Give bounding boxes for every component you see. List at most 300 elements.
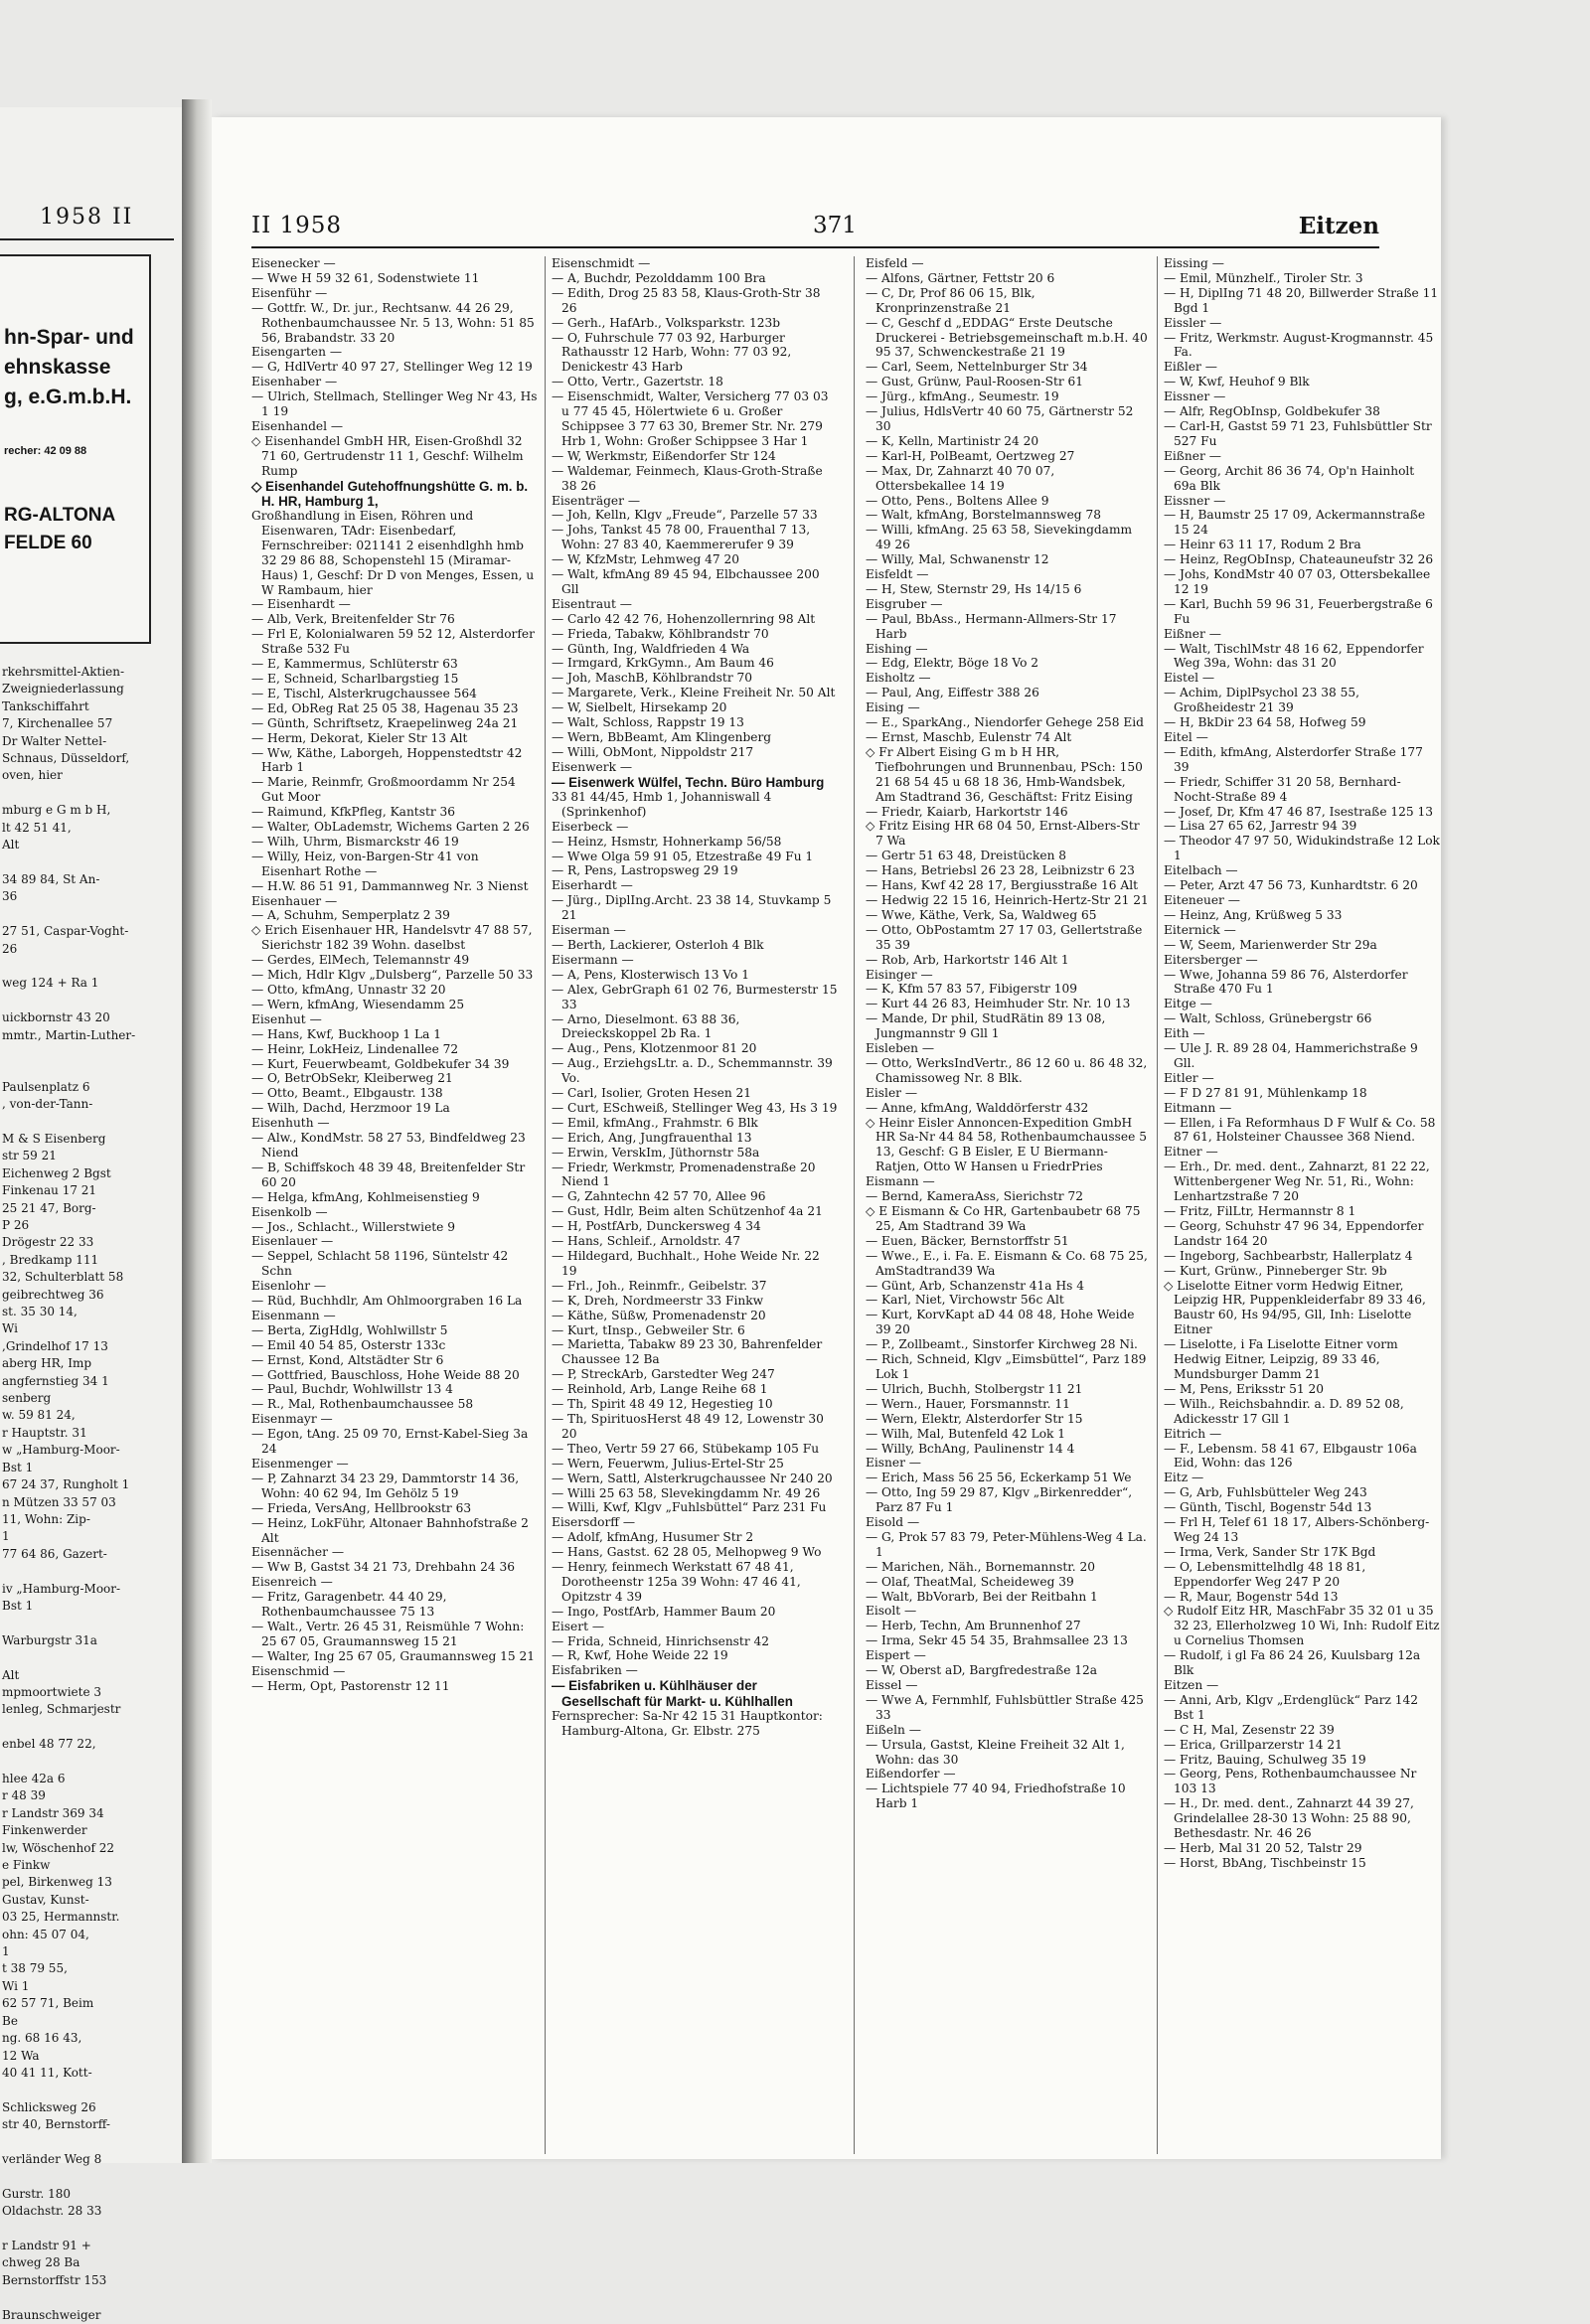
left-page-line <box>2 2082 179 2098</box>
directory-entry: Eissner — <box>1164 493 1226 508</box>
directory-entry: Eisenführ — <box>251 285 328 300</box>
directory-entry: — H, DiplIng 71 48 20, Billwerder Straße 11 Bgd 1 <box>1164 285 1439 315</box>
left-page-line <box>2 1719 179 1736</box>
directory-entry: — Waldemar, Feinmech, Klaus-Groth-Straße 38 26 <box>552 463 823 493</box>
left-page-line: Dr Walter Nettel- <box>2 733 107 748</box>
directory-entry: — Carl-H, Gastst 59 71 23, Fuhlsbüttler Str 527 Fu <box>1164 418 1432 448</box>
directory-entry: — R, Pens, Lastropsweg 29 19 <box>552 863 738 878</box>
directory-entry: — Carl, Isolier, Groten Hesen 21 <box>552 1086 752 1101</box>
directory-entry: — Theodor 47 97 50, Widukindstraße 12 Lok 1 <box>1164 834 1440 863</box>
directory-entry: — Heinz, LokFühr, Altonaer Bahnhofstraße 2 Alt <box>251 1515 529 1545</box>
directory-entry: ◇ Liselotte Eitner vorm Hedwig Eitner, Leipzig HR, Puppenkleiderfabr 89 33 46, Baustr 60, Hs 94/95, Gll, Inh: Liselotte Eitner <box>1164 1278 1426 1337</box>
directory-entry: — C H, Mal, Zesenstr 22 39 <box>1164 1722 1335 1737</box>
directory-entry: — Wern, BbBeamt, Am Klingenberg <box>552 730 772 744</box>
directory-entry: ◇ Fr Albert Eising G m b H HR, Tiefbohrungen und Brunnenbau, PSch: 150 21 68 54 45 u 68 18 36, Hmb-Wandsbek, Am Stadtrand 36, Geschäftst: Fritz Eising <box>866 744 1143 804</box>
directory-entry: Eisler — <box>866 1085 918 1100</box>
column-divider <box>854 256 855 2154</box>
left-page-line: Finkenwerder <box>2 1823 87 1838</box>
directory-entry: — Frl., Joh., Reinmfr., Geibelstr. 37 <box>552 1278 767 1293</box>
page-number: 371 <box>813 213 857 238</box>
directory-entry: Eisenmenger — <box>251 1457 349 1471</box>
left-page-line <box>2 958 179 975</box>
directory-entry: — Marichen, Näh., Bornemannstr. 20 <box>866 1559 1096 1574</box>
directory-entry: — Heinz, Ang, Krüßweg 5 33 <box>1164 907 1343 922</box>
directory-entry: Eistel — <box>1164 671 1215 686</box>
left-page-line: 40 41 11, Kott- <box>2 2065 92 2080</box>
directory-entry: — Walt., Vertr. 26 45 31, Reismühle 7 Wohn: 25 67 05, Graumannsweg 15 21 <box>251 1619 525 1648</box>
directory-entry: — Henry, feinmech Werkstatt 67 48 41, Dorotheenstr 125a 39 Wohn: 47 46 41, Opitzstr 4 39 <box>552 1560 801 1604</box>
left-page-line: weg 124 + Ra 1 <box>2 976 99 991</box>
directory-entry: — Paul, BbAss., Hermann-Allmers-Str 17 Harb <box>866 611 1117 641</box>
left-page-line: , Bredkamp 111 <box>2 1252 99 1267</box>
directory-entry: Eisfeldt — <box>866 567 929 582</box>
column-2 <box>552 256 838 2154</box>
directory-entry: — Josef, Dr, Kfm 47 46 87, Isestraße 125 13 <box>1164 804 1434 819</box>
directory-entry: — Margarete, Verk., Kleine Freiheit Nr. 50 Alt <box>552 686 836 700</box>
directory-entry: — P, StreckArb, Garstedter Weg 247 <box>552 1367 775 1382</box>
left-page-line <box>2 1044 179 1061</box>
left-page-text <box>2 664 179 2324</box>
directory-entry: Eisenreich — <box>251 1575 333 1590</box>
directory-entry: — C, Geschf d „EDDAG“ Erste Deutsche Druckerei - Betriebsgemeinschaft m.b.H. 40 95 37, Schwenckestraße 21 19 <box>866 315 1148 360</box>
left-page-line <box>2 1114 179 1131</box>
directory-entry: Eitge — <box>1164 997 1212 1011</box>
left-page-line <box>2 2168 179 2185</box>
directory-entry: — Willy, BchAng, Paulinenstr 14 4 <box>866 1441 1075 1456</box>
directory-entry: — Walter, ObLademstr, Wichems Garten 2 26 <box>251 820 530 835</box>
left-page-line: Schlicksweg 26 <box>2 2099 96 2114</box>
directory-entry: ◇ Erich Eisenhauer HR, Handelsvtr 47 88 57, Sierichstr 182 39 Wohn. daselbst <box>251 923 533 953</box>
left-page-line <box>2 1061 179 1078</box>
directory-entry: Eisenhauer — <box>251 893 338 908</box>
directory-entry: — Kurt, Feuerwbeamt, Goldbekufer 34 39 <box>251 1056 510 1071</box>
directory-entry: — Otto, Pens., Boltens Allee 9 <box>866 493 1049 508</box>
left-page-line: 34 89 84, St An- <box>2 871 100 886</box>
directory-entry: Eitel — <box>1164 730 1208 744</box>
left-page-line: ohn: 45 07 04, <box>2 1927 89 1941</box>
directory-entry: — M, Pens, Eriksstr 51 20 <box>1164 1381 1325 1396</box>
directory-entry: — Heinr, LokHeiz, Lindenallee 72 <box>251 1041 459 1056</box>
directory-entry: Eisermann — <box>552 952 634 967</box>
left-page-line: Be <box>2 2013 18 2028</box>
left-page-line: mburg e G m b H, <box>2 803 111 818</box>
left-page-line: Tankschiffahrt <box>2 698 89 713</box>
directory-entry: — Ulrich, Stellmach, Stellinger Weg Nr 43, Hs 1 19 <box>251 389 538 419</box>
directory-entry: — Otto, ObPostamtm 27 17 03, Gellertstraße 35 39 <box>866 922 1143 952</box>
ad-line: recher: 42 09 88 <box>4 445 87 457</box>
directory-entry: — Eisenschmidt, Walter, Versicherg 77 03 03 u 77 45 45, Hölertwiete 6 u. Großer Schippsee 3 77 63 30, Bremer Str. Nr. 279 Hrb 1, Wohn: Großer Schippsee 3 Har 1 <box>552 389 829 448</box>
directory-entry: — W, Seem, Marienwerder Str 29a <box>1164 937 1377 952</box>
directory-entry: — Walt, TischlMstr 48 16 62, Eppendorfer Weg 39a, Wohn: das 31 20 <box>1164 641 1424 671</box>
directory-entry: — Jürg., kfmAng., Seumestr. 19 <box>866 389 1059 404</box>
directory-entry: Eith — <box>1164 1026 1205 1041</box>
directory-entry: — K, Dreh, Nordmeerstr 33 Finkw <box>552 1293 764 1308</box>
directory-entry: — Wwe, Johanna 59 86 76, Alsterdorfer Straße 470 Fu 1 <box>1164 967 1408 997</box>
directory-entry: — Arno, Dieselmont. 63 88 36, Dreieckskoppel 2b Ra. 1 <box>552 1011 740 1041</box>
directory-entry: — G, Prok 57 83 79, Peter-Mühlens-Weg 4 La. 1 <box>866 1529 1147 1559</box>
left-page-line: verländer Weg 8 <box>2 2151 102 2166</box>
left-page-advertisement <box>0 254 151 644</box>
directory-page <box>212 117 1441 2159</box>
left-page-line: rkehrsmittel-Aktien- <box>2 665 125 679</box>
left-page-line: Bst 1 <box>2 1598 34 1613</box>
directory-entry: — Günth, Schriftsetz, Kraepelinweg 24a 21 <box>251 715 519 730</box>
directory-entry: Eisenwerk — <box>552 759 633 774</box>
directory-entry: — G, HdlVertr 40 97 27, Stellinger Weg 12 19 <box>251 360 533 375</box>
directory-entry: — Mich, Hdlr Klgv „Dulsberg“, Parzelle 50 33 <box>251 968 534 983</box>
directory-entry: — Eisenwerk Wülfel, Techn. Büro Hamburg <box>552 774 825 790</box>
left-page-line: enbel 48 77 22, <box>2 1737 96 1752</box>
left-page-line: mmtr., Martin-Luther- <box>2 1027 136 1042</box>
directory-entry: — Edith, Drog 25 83 58, Klaus-Groth-Str 38 26 <box>552 285 821 315</box>
directory-entry: — P., Zollbeamt., Sinstorfer Kirchweg 28 Ni. <box>866 1337 1138 1352</box>
directory-entry: — Marietta, Tabakw 89 23 30, Bahrenfelder Chaussee 12 Ba <box>552 1337 823 1367</box>
left-page-line: r 48 39 <box>2 1788 46 1803</box>
directory-entry: — Georg, Pens, Rothenbaumchaussee Nr 103 13 <box>1164 1767 1417 1796</box>
directory-entry: — Horst, BbAng, Tischbeinstr 15 <box>1164 1855 1366 1870</box>
left-page-line: 12 Wa <box>2 2048 40 2063</box>
directory-entry: — Marie, Reinmfr, Großmoordamm Nr 254 Gut Moor <box>251 775 516 805</box>
directory-entry: — Joh, Kelln, Klgv „Freude“, Parzelle 57 33 <box>552 508 818 523</box>
left-page-line: t 38 79 55, <box>2 1961 68 1976</box>
directory-entry: — G, Zahntechn 42 57 70, Allee 96 <box>552 1189 766 1204</box>
directory-entry: Eisenhut — <box>251 1011 322 1026</box>
directory-entry: — W, Sielbelt, Hirsekamp 20 <box>552 700 727 715</box>
directory-entry: — Liselotte, i Fa Liselotte Eitner vorm Hedwig Eitner, Leipzig, 89 33 46, Mundsburger Damm 21 <box>1164 1337 1398 1381</box>
left-page-line <box>2 1754 179 1771</box>
directory-entry: — H, Stew, Sternstr 29, Hs 14/15 6 <box>866 581 1082 596</box>
directory-entry: — Ed, ObReg Rat 25 05 38, Hagenau 35 23 <box>251 700 519 715</box>
directory-entry: — Adolf, kfmAng, Husumer Str 2 <box>552 1530 754 1545</box>
directory-entry: — Carl, Seem, Nettelnburger Str 34 <box>866 360 1088 375</box>
directory-entry: Eisenschmidt — <box>552 256 651 270</box>
directory-entry: ◇ E Eismann & Co HR, Gartenbaubetr 68 75 25, Am Stadtrand 39 Wa <box>866 1204 1141 1233</box>
directory-entry: Eissler — <box>1164 315 1222 330</box>
directory-entry: — W, KfzMstr, Lehmweg 47 20 <box>552 552 740 567</box>
directory-entry: — Alex, GebrGraph 61 02 76, Burmesterstr 15 33 <box>552 982 838 1011</box>
directory-entry: Eiserhardt — <box>552 878 633 893</box>
directory-entry: — Erich, Ang, Jungfrauenthal 13 <box>552 1130 752 1145</box>
column-4 <box>1164 256 1440 2154</box>
column-divider <box>545 256 546 2154</box>
directory-entry: — Wern, Elektr, Alsterdorfer Str 15 <box>866 1411 1083 1426</box>
directory-entry: — Seppel, Schlacht 58 1196, Süntelstr 42 Schn <box>251 1249 509 1279</box>
header-rule <box>0 238 174 240</box>
directory-entry: — Karl, Buchh 59 96 31, Feuerbergstraße 6 Fu <box>1164 596 1433 626</box>
directory-entry: — Wilh, Mal, Butenfeld 42 Lok 1 <box>866 1426 1066 1441</box>
directory-entry: — Karl, Niet, Virchowstr 56c Alt <box>866 1293 1064 1308</box>
directory-entry: — Herm, Dekorat, Kieler Str 13 Alt <box>251 730 468 745</box>
directory-entry: — Walt, Schloss, Grünebergstr 66 <box>1164 1011 1372 1026</box>
directory-entry: — Fritz, Bauing, Schulweg 35 19 <box>1164 1752 1366 1767</box>
left-page-line: 25 21 47, Borg- <box>2 1200 96 1215</box>
directory-entry: — Friedr, Schiffer 31 20 58, Bernhard-Nocht-Straße 89 4 <box>1164 774 1401 804</box>
directory-entry: — Edg, Elektr, Böge 18 Vo 2 <box>866 656 1039 671</box>
left-page-line: Schnaus, Düsseldorf, <box>2 751 130 766</box>
directory-entry: — Wwe A, Fernmhlf, Fuhlsbüttler Straße 425 33 <box>866 1692 1144 1722</box>
directory-entry: Eisersdorff — <box>552 1515 636 1530</box>
directory-entry: — Anni, Arb, Klgv „Erdenglück“ Parz 142 Bst 1 <box>1164 1692 1419 1722</box>
directory-entry: — Joh, MaschB, Köhlbrandstr 70 <box>552 671 753 686</box>
left-page-line: Bst 1 <box>2 1460 34 1474</box>
directory-entry: — Olaf, TheatMal, Scheideweg 39 <box>866 1574 1074 1589</box>
directory-entry: — E., SparkAng., Niendorfer Gehege 258 Eid <box>866 715 1144 730</box>
directory-entry: Eisenträger — <box>552 493 641 508</box>
directory-entry: — R., Mal, Rothenbaumchaussee 58 <box>251 1397 474 1412</box>
left-page-margin <box>0 107 183 2322</box>
directory-entry: — Alfr, RegObInsp, Goldbekufer 38 <box>1164 404 1380 419</box>
left-page-line: r Landstr 91 + <box>2 2238 91 2252</box>
directory-entry: — Wern., Hauer, Forsmannstr. 11 <box>866 1396 1070 1411</box>
directory-entry: — Wern, Sattl, Alsterkrugchaussee Nr 240 20 <box>552 1471 833 1485</box>
directory-entry: — Curt, ESchweiß, Stellinger Weg 43, Hs 3 19 <box>552 1100 838 1115</box>
directory-entry: — Wilh, Uhrm, Bismarckstr 46 19 <box>251 834 459 849</box>
left-page-line: 32, Schulterblatt 58 <box>2 1270 124 1285</box>
left-page-header: 1958 II <box>40 205 134 230</box>
left-page-line: iv „Hamburg-Moor- <box>2 1581 121 1596</box>
directory-entry: — H, BkDir 23 64 58, Hofweg 59 <box>1164 715 1366 730</box>
directory-entry: — Otto, Beamt., Elbgaustr. 138 <box>251 1086 443 1101</box>
directory-entry: Eitelbach — <box>1164 863 1238 878</box>
directory-entry: — Walt, Schloss, Rappstr 19 13 <box>552 715 744 730</box>
left-page-line <box>2 1649 179 1666</box>
directory-entry: — Georg, Schuhstr 47 96 34, Eppendorfer Landstr 164 20 <box>1164 1218 1424 1248</box>
directory-entry: Eising — <box>866 700 920 715</box>
left-page-line: Gurstr. 180 <box>2 2186 71 2201</box>
directory-entry: — K, Kelln, Martinistr 24 20 <box>866 433 1039 448</box>
ad-line: RG-ALTONA <box>4 505 116 526</box>
directory-entry: — Gertr 51 63 48, Dreistücken 8 <box>866 849 1067 863</box>
directory-entry: Eisert — <box>552 1619 605 1633</box>
left-page-line: Gustav, Kunst- <box>2 1892 89 1907</box>
left-page-line <box>2 2221 179 2238</box>
directory-entry: ◇ Eisenhandel GmbH HR, Eisen-Großhdl 32 71 60, Gertrudenstr 11 1, Geschf: Wilhelm Rump <box>251 433 524 478</box>
directory-entry: — E, Schneid, Scharlbargstieg 15 <box>251 671 459 686</box>
left-page-line: 03 25, Hermannstr. <box>2 1910 120 1925</box>
left-page-line: 62 57 71, Beim <box>2 1996 94 2011</box>
directory-entry: — Frl E, Kolonialwaren 59 52 12, Alsterdorfer Straße 532 Fu <box>251 627 535 657</box>
left-page-line: str 59 21 <box>2 1149 57 1163</box>
directory-entry: — E, Tischl, Alsterkrugchaussee 564 <box>251 686 477 700</box>
left-page-line: w „Hamburg-Moor- <box>2 1443 120 1458</box>
directory-entry: — Walt, kfmAng, Borstelmannsweg 78 <box>866 508 1101 523</box>
left-page-line: r Hauptstr. 31 <box>2 1425 87 1440</box>
directory-entry: — Ule J. R. 89 28 04, Hammerichstraße 9 Gll. <box>1164 1041 1418 1070</box>
directory-entry: — B, Schiffskoch 48 39 48, Breitenfelder Str 60 20 <box>251 1160 526 1189</box>
left-page-line: uickbornstr 43 20 <box>2 1010 110 1025</box>
directory-entry: — Emil 40 54 85, Osterstr 133c <box>251 1337 446 1352</box>
directory-entry: — Ingo, PostfArb, Hammer Baum 20 <box>552 1604 776 1619</box>
directory-entry: — W, Oberst aD, Bargfredestraße 12a <box>866 1663 1098 1678</box>
directory-entry: — Emil, kfmAng., Frahmstr. 6 Blk <box>552 1115 758 1130</box>
directory-entry: — Irmgard, KrkGymn., Am Baum 46 <box>552 656 774 671</box>
left-page-line: n Mützen 33 57 03 <box>2 1494 116 1509</box>
directory-entry: — Berta, ZigHdlg, Wohlwillstr 5 <box>251 1322 448 1337</box>
left-page-line: 1 <box>2 1529 10 1544</box>
directory-entry: — Rudolf, i gl Fa 86 24 26, Kuulsbarg 12a Blk <box>1164 1648 1421 1678</box>
left-page-line: Warburgstr 31a <box>2 1632 97 1647</box>
directory-entry: — Theo, Vertr 59 27 66, Stübekamp 105 Fu <box>552 1441 820 1456</box>
left-page-line: str 40, Bernstorff- <box>2 2117 110 2132</box>
directory-entry: — O, Fuhrschule 77 03 92, Harburger Rathausstr 12 Harb, Wohn: 77 03 92, Denickestr 43 Harb <box>552 330 792 375</box>
directory-entry: — Willi, ObMont, Nippoldstr 217 <box>552 744 754 759</box>
left-page-line: angfernstieg 34 1 <box>2 1373 109 1388</box>
directory-entry: Eissner — <box>1164 389 1226 404</box>
directory-entry: — P, Zahnarzt 34 23 29, Dammtorstr 14 36, Wohn: 40 62 94, Im Gehölz 5 19 <box>251 1471 520 1500</box>
directory-entry: — Otto, Ing 59 29 87, Klgv „Birkenredder“, Parz 87 Fu 1 <box>866 1485 1133 1515</box>
directory-entry: Eisolt — <box>866 1604 917 1619</box>
left-page-line: Wi 1 <box>2 1978 30 1993</box>
left-page-line <box>2 2289 179 2306</box>
directory-entry: — Gottfried, Bauschloss, Hohe Weide 88 20 <box>251 1367 520 1382</box>
directory-entry: — Ingeborg, Sachbearbstr, Hallerplatz 4 <box>1164 1248 1413 1263</box>
directory-entry: — H.W. 86 51 91, Dammannweg Nr. 3 Nienst <box>251 878 529 893</box>
directory-entry: — F., Lebensm. 58 41 67, Elbgaustr 106a Eid, Wohn: das 126 <box>1164 1441 1417 1471</box>
left-page-line: Zweigniederlassung <box>2 682 124 697</box>
left-page-line: chweg 28 Ba <box>2 2255 80 2270</box>
directory-entry: 33 81 44/45, Hmb 1, Johanniswall 4 (Sprinkenhof) <box>552 789 772 819</box>
directory-entry: — Hans, Betriebsl 26 23 28, Leibnizstr 6 23 <box>866 863 1135 878</box>
directory-entry: — Heinr 63 11 17, Rodum 2 Bra <box>1164 538 1361 552</box>
directory-entry: — Johs, Tankst 45 78 00, Frauenthal 7 13, Wohn: 27 83 40, Kaemmererufer 9 39 <box>552 523 811 552</box>
left-page-line: geibrechtweg 36 <box>2 1287 104 1302</box>
left-page-line: Paulsenplatz 6 <box>2 1079 90 1094</box>
directory-entry: Eisholtz — <box>866 671 931 686</box>
directory-entry: — Wwe H 59 32 61, Sodenstwiete 11 <box>251 270 480 285</box>
directory-entry: Eißeln — <box>866 1722 921 1737</box>
directory-entry: — Eisfabriken u. Kühlhäuser der Gesellschaft für Markt- u. Kühlhallen <box>552 1678 793 1709</box>
directory-entry: Eisfeld — <box>866 256 924 270</box>
directory-entry: — Carlo 42 42 76, Hohenzollernring 98 Alt <box>552 611 816 626</box>
left-page-line: lw, Wöschenhof 22 <box>2 1840 114 1855</box>
left-page-line: Bernstorffstr 153 <box>2 2272 107 2287</box>
directory-entry: — Hans, Kwf 42 28 17, Bergiusstraße 16 Alt <box>866 878 1138 893</box>
directory-entry: Eisenmayr — <box>251 1412 333 1427</box>
left-page-line: M & S Eisenberg <box>2 1131 106 1146</box>
ad-line: ehnskasse <box>4 356 111 379</box>
directory-entry: — Julius, HdlsVertr 40 60 75, Gärtnerstr 52 30 <box>866 404 1134 433</box>
directory-entry: Eitner — <box>1164 1145 1218 1160</box>
ad-line: FELDE 60 <box>4 533 92 553</box>
directory-entry: — Ernst, Maschb, Eulenstr 74 Alt <box>866 730 1072 744</box>
directory-entry: — Wwe, Käthe, Verk, Sa, Waldweg 65 <box>866 907 1097 922</box>
directory-entry: Eiternick — <box>1164 922 1236 937</box>
directory-entry: — Ww B, Gastst 34 21 73, Drehbahn 24 36 <box>251 1560 515 1575</box>
directory-entry: ◇ Eisenhandel Gutehoffnungshütte G. m. b. H. HR, Hamburg 1, <box>251 478 529 509</box>
directory-entry: Eisfabriken — <box>552 1663 638 1678</box>
directory-entry: Eitz — <box>1164 1471 1204 1485</box>
directory-entry: — A, Buchdr, Pezolddamm 100 Bra <box>552 270 766 285</box>
directory-entry: Eisentraut — <box>552 596 632 611</box>
directory-entry: — O, Lebensmittelhdlg 48 18 81, Eppendorfer Weg 247 P 20 <box>1164 1559 1366 1589</box>
directory-entry: — Friedr, Werkmstr, Promenadenstraße 20 Niend 1 <box>552 1160 816 1189</box>
left-page-line: Alt <box>2 838 20 852</box>
directory-entry: — Reinhold, Arb, Lange Reihe 68 1 <box>552 1382 768 1397</box>
directory-entry: Eiserman — <box>552 923 626 938</box>
directory-entry: — Ellen, i Fa Reformhaus D F Wulf & Co. 58 87 61, Holsteiner Chaussee 368 Niend. <box>1164 1115 1436 1145</box>
directory-entry: — Otto, WerksIndVertr., 86 12 60 u. 86 48 32, Chamissoweg Nr. 8 Blk. <box>866 1055 1148 1085</box>
directory-entry: — Heinz, RegObInsp, Chateauneufstr 32 26 <box>1164 552 1434 567</box>
directory-entry: ◇ Rudolf Eitz HR, MaschFabr 35 32 01 u 35 32 23, Ellerholzweg 10 Wi, Inh: Rudolf Eitz u Cornelius Thomsen <box>1164 1604 1440 1648</box>
directory-entry: — O, BetrObSekr, Kleiberweg 21 <box>251 1071 453 1086</box>
directory-entry: — Fritz, Werkmstr. August-Krogmannstr. 45 Fa. <box>1164 330 1434 360</box>
page-header-right: Eitzen <box>1298 213 1379 239</box>
left-page-line: pel, Birkenweg 13 <box>2 1875 112 1890</box>
directory-entry: Eißner — <box>1164 626 1221 641</box>
directory-entry: — Hildegard, Buchhalt., Hohe Weide Nr. 22 19 <box>552 1249 820 1278</box>
left-page-line: 1 <box>2 1944 10 1959</box>
directory-entry: — H., Dr. med. dent., Zahnarzt 44 39 27, Grindelallee 28-30 13 Wohn: 25 88 90, Bethesdastr. Nr. 46 26 <box>1164 1796 1414 1841</box>
directory-entry: — Frl H, Telef 61 18 17, Albers-Schönberg-Weg 24 13 <box>1164 1515 1430 1544</box>
left-page-line: 67 24 37, Rungholt 1 <box>2 1477 130 1492</box>
page-header-left: II 1958 <box>251 213 343 238</box>
directory-entry: — Willi, Kwf, Klgv „Fuhlsbüttel“ Parz 231 Fu <box>552 1500 827 1515</box>
directory-entry: Eißler — <box>1164 360 1217 375</box>
directory-entry: — Eisenhardt — <box>251 597 351 612</box>
directory-entry: Eisengarten — <box>251 345 343 360</box>
left-page-line: Braunschweiger <box>2 2307 101 2322</box>
directory-entry: — Herb, Techn, Am Brunnenhof 27 <box>866 1619 1081 1633</box>
directory-entry: Eißner — <box>1164 448 1221 463</box>
left-page-line: ng. 68 16 43, <box>2 2031 82 2046</box>
directory-entry: Eissel — <box>866 1678 918 1692</box>
left-page-line: senberg <box>2 1391 52 1406</box>
directory-entry: — A, Schuhm, Semperplatz 2 39 <box>251 908 450 923</box>
directory-entry: — Erica, Grillparzerstr 14 21 <box>1164 1737 1343 1752</box>
directory-entry: — W, Kwf, Heuhof 9 Blk <box>1164 375 1310 389</box>
directory-entry: — Walter, Ing 25 67 05, Graumannsweg 15 21 <box>251 1648 536 1663</box>
directory-entry: — Hans, Schleif., Arnoldstr. 47 <box>552 1234 740 1249</box>
directory-entry: Eitler — <box>1164 1070 1214 1085</box>
left-page-line: e Finkw <box>2 1858 51 1873</box>
directory-entry: Eiteneuer — <box>1164 892 1240 907</box>
directory-entry: — F D 27 81 91, Mühlenkamp 18 <box>1164 1085 1367 1100</box>
directory-entry: — Jos., Schlacht., Willerstwiete 9 <box>251 1219 456 1234</box>
directory-entry: Eisenhuth — <box>251 1116 330 1131</box>
directory-entry: — Irma, Sekr 45 54 35, Brahmsallee 23 13 <box>866 1633 1128 1648</box>
directory-entry: — Georg, Archit 86 36 74, Op'n Hainholt 69a Blk <box>1164 463 1415 493</box>
directory-entry: — Th, Spirit 48 49 12, Hegestieg 10 <box>552 1397 773 1412</box>
directory-entry: — Frida, Schneid, Hinrichsenstr 42 <box>552 1633 770 1648</box>
directory-entry: — Rich, Schneid, Klgv „Eimsbüttel“, Parz 189 Lok 1 <box>866 1352 1147 1381</box>
directory-entry: — Willi 25 63 58, Slevekingdamm Nr. 49 26 <box>552 1485 821 1500</box>
directory-entry: Eishing — <box>866 641 928 656</box>
ad-line: g, e.G.m.b.H. <box>4 386 132 408</box>
left-page-line: 36 <box>2 889 18 904</box>
page-header <box>251 209 1379 248</box>
directory-entry: — Hans, Kwf, Buckhoop 1 La 1 <box>251 1026 442 1041</box>
directory-entry: Eisenhandel — <box>251 418 344 433</box>
left-page-line: P 26 <box>2 1218 30 1232</box>
directory-entry: — Emil, Münzhelf., Tiroler Str. 3 <box>1164 270 1363 285</box>
left-page-line: 26 <box>2 941 18 956</box>
directory-entry: — Rob, Arb, Harkortstr 146 Alt 1 <box>866 952 1069 967</box>
directory-entry: — Günt, Arb, Schanzenstr 41a Hs 4 <box>866 1278 1084 1293</box>
directory-entry: — H, PostfArb, Dunckersweg 4 34 <box>552 1219 761 1234</box>
left-page-line: Oldachstr. 28 33 <box>2 2204 102 2219</box>
directory-entry: Eisenmann — <box>251 1308 336 1322</box>
directory-entry: — Frieda, VersAng, Hellbrookstr 63 <box>251 1500 472 1515</box>
directory-entry: — Edith, kfmAng, Alsterdorfer Straße 177 39 <box>1164 744 1423 774</box>
directory-entry: — Erich, Mass 56 25 56, Eckerkamp 51 We <box>866 1471 1132 1485</box>
left-page-line: 27 51, Caspar-Voght- <box>2 924 129 939</box>
directory-entry: — Max, Dr, Zahnarzt 40 70 07, Ottersbekallee 14 19 <box>866 463 1055 493</box>
directory-entry: — Kurt, KorvKapt aD 44 08 48, Hohe Weide 39 20 <box>866 1308 1135 1337</box>
left-page-line: 7, Kirchenallee 57 <box>2 716 113 731</box>
directory-entry: — Wwe Olga 59 91 05, Etzestraße 49 Fu 1 <box>552 849 814 863</box>
directory-entry: Eisenschmid — <box>251 1663 346 1678</box>
directory-entry: — Frieda, Tabakw, Köhlbrandstr 70 <box>552 626 769 641</box>
